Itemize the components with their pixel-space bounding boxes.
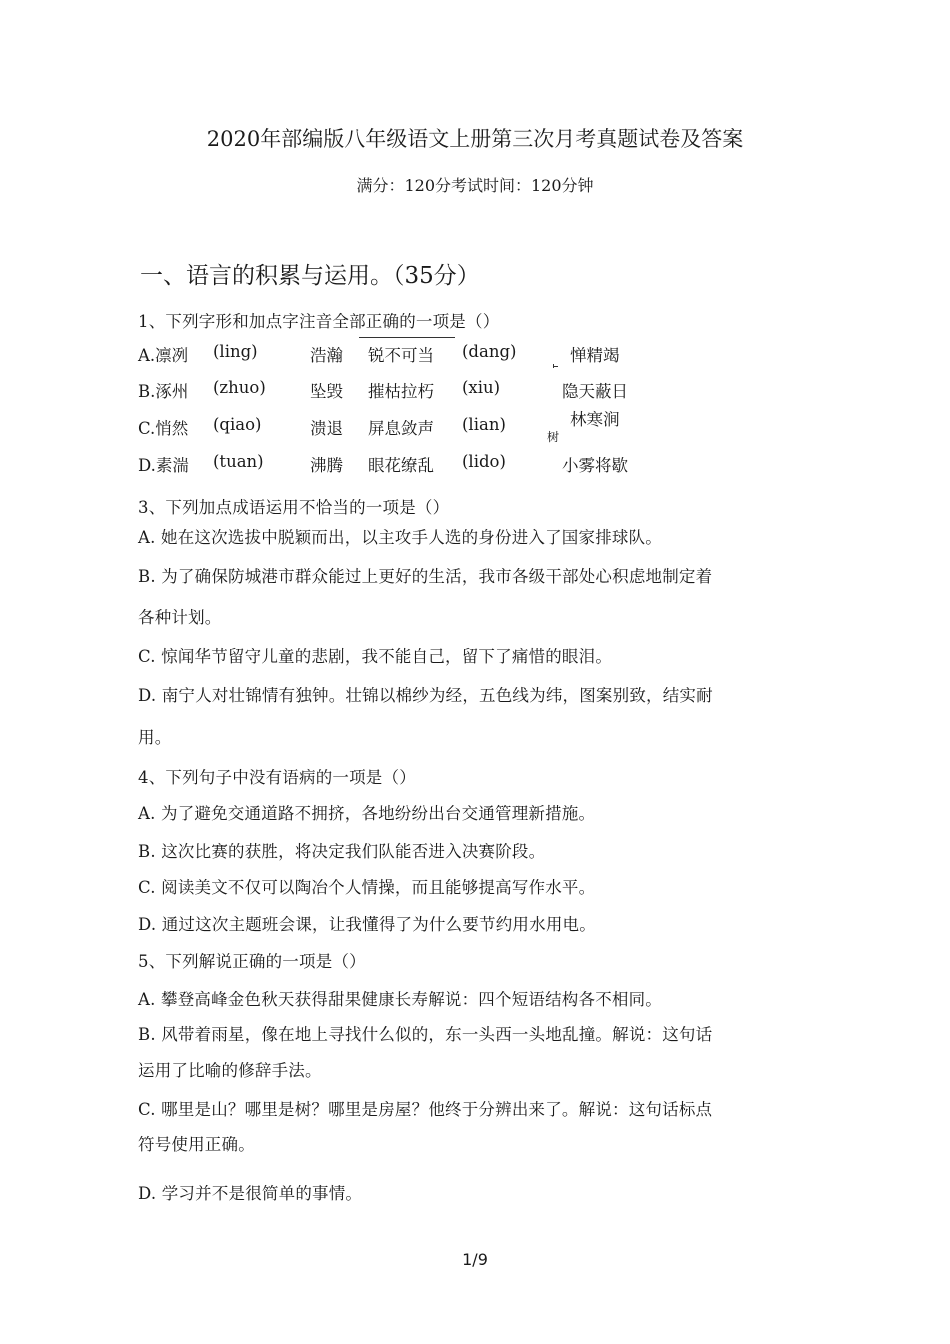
scan-mark-2 <box>553 364 554 368</box>
option-b-word2: 坠毁 <box>310 382 343 401</box>
option-c-pinyin2: (lian) <box>462 415 506 434</box>
question-3-option-b: B. 为了确保防城港市群众能过上更好的生活，我市各级干部处心积虑地制定着 <box>138 567 713 586</box>
question-3-option-d: D. 南宁人对壮锦情有独钟。壮锦以棉纱为经，五色线为纬，图案别致，结实耐 <box>138 686 713 705</box>
page-number: 1/9 <box>462 1250 488 1269</box>
option-c-idiom2: 林寒涧 <box>570 410 620 429</box>
option-a-idiom: 锐不可当 <box>368 346 434 365</box>
option-b-pinyin2: (xiu) <box>462 378 501 397</box>
option-a-pinyin2: (dang) <box>462 342 517 361</box>
section-heading-1: 一、语言的积累与运用。（35分） <box>140 263 480 289</box>
question-5-option-d: D. 学习并不是很简单的事情。 <box>138 1184 363 1203</box>
question-5-option-c-cont: 符号使用正确。 <box>138 1135 255 1154</box>
question-3-option-a: A. 她在这次选拔中脱颖而出，以主攻手人选的身份进入了国家排球队。 <box>138 528 663 547</box>
option-d-word: D.素湍 <box>138 456 189 475</box>
option-d-idiom2: 小雾将歇 <box>562 456 628 475</box>
option-a-pinyin: (ling) <box>213 342 258 361</box>
question-4-option-c: C. 阅读美文不仅可以陶冶个人情操，而且能够提高写作水平。 <box>138 878 596 897</box>
option-c-word: C.悄然 <box>138 419 189 438</box>
question-5-option-b-cont: 运用了比喻的修辞手法。 <box>138 1061 322 1080</box>
question-5-stem: 5、下列解说正确的一项是（） <box>138 952 366 971</box>
option-b-idiom: 摧枯拉朽 <box>368 382 434 401</box>
question-4-stem: 4、下列句子中没有语病的一项是（） <box>138 768 416 787</box>
question-3-option-c: C. 惊闻华节留守儿童的悲剧，我不能自己，留下了痛惜的眼泪。 <box>138 647 613 666</box>
option-a-word: A.凛冽 <box>138 346 189 365</box>
option-b-idiom2: 隐天蔽日 <box>562 382 628 401</box>
option-b-pinyin: (zhuo) <box>213 378 266 397</box>
option-c-pinyin: (qiao) <box>213 415 262 434</box>
document-title: 2020年部编版八年级语文上册第三次月考真题试卷及答案 <box>206 127 744 151</box>
option-d-word2: 沸腾 <box>310 456 343 475</box>
question-4-option-d: D. 通过这次主题班会课，让我懂得了为什么要节约用水用电。 <box>138 915 596 934</box>
option-d-idiom: 眼花缭乱 <box>368 456 434 475</box>
question-4-option-b: B. 这次比赛的获胜，将决定我们队能否进入决赛阶段。 <box>138 842 546 861</box>
question-3-option-b-cont: 各种计划。 <box>138 608 222 627</box>
option-a-idiom2: 惮精竭 <box>570 346 620 365</box>
question-5-option-c: C. 哪里是山？哪里是树？哪里是房屋？他终于分辨出来了。解说：这句话标点 <box>138 1100 713 1119</box>
question-3-option-d-cont: 用。 <box>138 728 172 747</box>
option-d-pinyin2: (lido) <box>462 452 506 471</box>
option-c-word2: 溃退 <box>310 419 343 438</box>
option-d-pinyin: (tuan) <box>213 452 264 471</box>
stray-character: 树 <box>547 430 560 444</box>
overline-mark <box>359 337 455 338</box>
question-1-stem: 1、下列字形和加点字注音全部正确的一项是（） <box>138 312 500 331</box>
question-5-option-a: A. 攀登高峰金色秋天获得甜果健康长寿解说：四个短语结构各不相同。 <box>138 990 663 1009</box>
option-b-word: B.涿州 <box>138 382 189 401</box>
question-5-option-b: B. 风带着雨星，像在地上寻找什么似的，东一头西一头地乱撞。解说：这句话 <box>138 1025 713 1044</box>
option-a-word2: 浩瀚 <box>310 346 343 365</box>
question-4-option-a: A. 为了避免交通道路不拥挤，各地纷纷出台交通管理新措施。 <box>138 804 596 823</box>
score-time-info: 满分：120分考试时间：120分钟 <box>356 176 594 195</box>
question-3-stem: 3、下列加点成语运用不恰当的一项是（） <box>138 498 450 517</box>
option-c-idiom: 屏息敛声 <box>368 419 434 438</box>
